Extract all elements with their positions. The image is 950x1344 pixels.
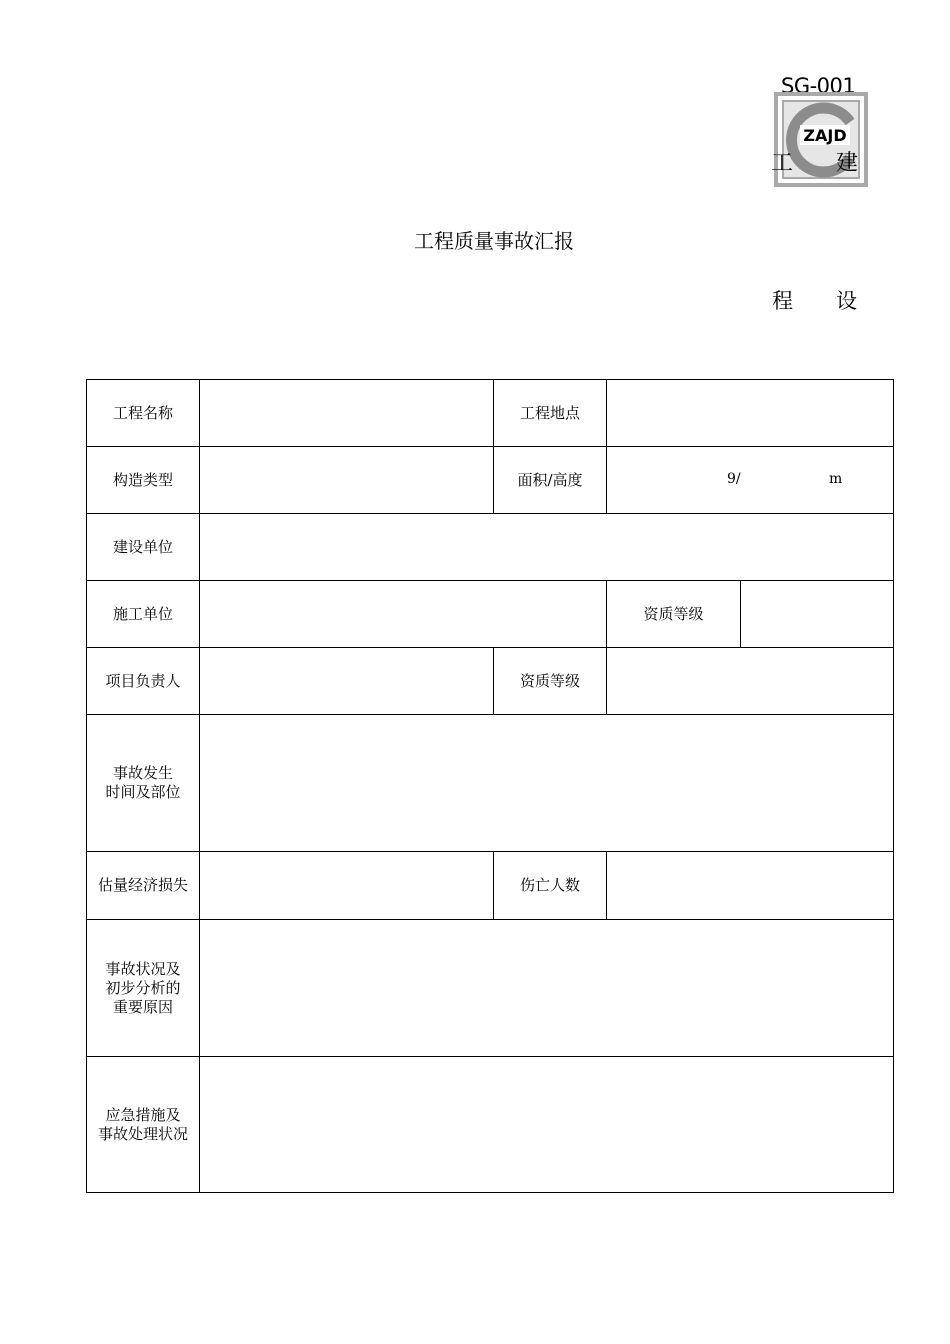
- owner-unit-label: 建设单位: [87, 514, 200, 581]
- subtitle-char-she: 设: [836, 289, 857, 313]
- casualties-field[interactable]: [607, 852, 894, 920]
- emergency-measures-label: [87, 1057, 200, 1193]
- row-project-manager: [87, 648, 894, 715]
- row-project-name: [87, 380, 894, 447]
- manager-qualification-field[interactable]: [607, 648, 894, 715]
- construction-unit-label: 施工单位: [87, 581, 200, 648]
- structure-type-field[interactable]: [200, 447, 494, 514]
- owner-unit-field[interactable]: [200, 514, 894, 581]
- row-construction-unit: [87, 581, 894, 648]
- emergency-measures-field[interactable]: [200, 1057, 894, 1193]
- structure-type-label: 构造类型: [87, 447, 200, 514]
- emergency-label-line-2: 事故处理状况: [97, 1124, 188, 1143]
- project-name-field[interactable]: [200, 380, 494, 447]
- row-emergency-measures: [87, 1057, 894, 1193]
- project-location-field[interactable]: [607, 380, 894, 447]
- accident-analysis-field[interactable]: [200, 920, 894, 1057]
- accident-time-label: [87, 715, 200, 852]
- row-structure-type: [87, 447, 894, 514]
- accident-analysis-label: [87, 920, 200, 1057]
- accident-analysis-label-line-3: 重要原因: [112, 997, 173, 1016]
- construction-qualification-field[interactable]: [741, 581, 894, 648]
- subtitle-char-cheng: 程: [772, 289, 793, 313]
- logo-char-gong: 工: [771, 151, 794, 176]
- project-manager-field[interactable]: [200, 648, 494, 715]
- area-height-label: 面积/高度: [494, 447, 607, 514]
- casualties-label: 伤亡人数: [494, 852, 607, 920]
- accident-time-field[interactable]: [200, 715, 894, 852]
- economic-loss-label: 估量经济损失: [87, 852, 200, 920]
- construction-unit-field[interactable]: [200, 581, 607, 648]
- project-name-label: 工程名称: [87, 380, 200, 447]
- form-code: SG-001: [781, 74, 856, 98]
- emergency-label-line-1: 应急措施及: [105, 1105, 181, 1124]
- project-location-label: 工程地点: [494, 380, 607, 447]
- logo-text: ZAJD: [803, 126, 847, 145]
- area-value: 9/: [727, 471, 741, 487]
- row-economic-loss: [87, 852, 894, 920]
- accident-report-form: [86, 379, 894, 1193]
- project-manager-label: 项目负责人: [87, 648, 200, 715]
- row-accident-time: [87, 715, 894, 852]
- accident-time-label-line-2: 时间及部位: [105, 783, 181, 801]
- economic-loss-field[interactable]: [200, 852, 494, 920]
- accident-analysis-label-line-2: 初步分析的: [105, 978, 181, 997]
- row-owner-unit: [87, 514, 894, 581]
- manager-qualification-label: 资质等级: [494, 648, 607, 715]
- construction-qualification-label: 资质等级: [607, 581, 741, 648]
- accident-analysis-label-line-1: 事故状况及: [105, 959, 181, 978]
- row-accident-analysis: [87, 920, 894, 1057]
- logo-char-jian: 建: [836, 151, 859, 176]
- accident-time-label-line-1: 事故发生: [112, 764, 173, 782]
- document-title: 工程质量事故汇报: [414, 229, 574, 253]
- area-unit: m: [829, 471, 843, 487]
- area-height-field[interactable]: [607, 447, 894, 514]
